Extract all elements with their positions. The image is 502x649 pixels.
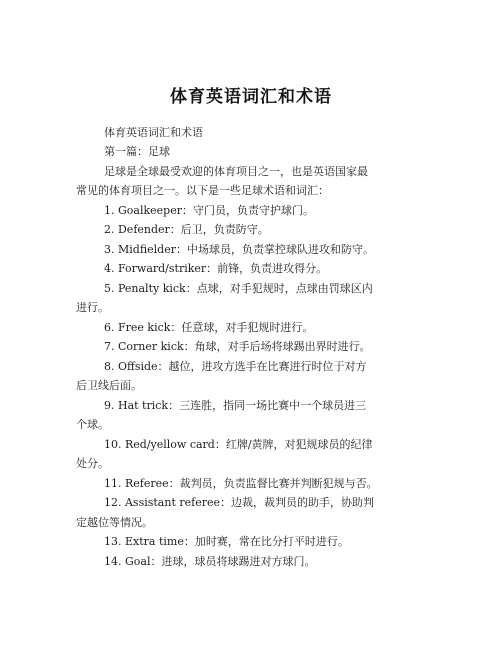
list-item: 8. Offside：越位，进攻方选手在比赛进行时位于对方 <box>104 360 367 373</box>
subtitle-line: 体育英语词汇和术语 <box>104 126 203 139</box>
list-item: 7. Corner kick：角球，对手后场将球踢出界时进行。 <box>104 340 371 353</box>
list-item: 6. Free kick：任意球，对手犯规时进行。 <box>104 321 314 334</box>
list-item: 10. Red/yellow card：红牌/黄牌，对犯规球员的纪律 <box>104 438 373 451</box>
list-item: 11. Referee：裁判员，负责监督比赛并判断犯规与否。 <box>104 477 378 490</box>
document-title: 体育英语词汇和术语 <box>170 87 332 107</box>
list-item-continuation: 定越位等情况。 <box>76 516 153 529</box>
list-item-continuation: 后卫线后面。 <box>76 379 142 392</box>
list-item: 1. Goalkeeper：守门员，负责守护球门。 <box>104 204 314 217</box>
intro-line-1: 足球是全球最受欢迎的体育项目之一，也是英语国家最 <box>104 165 368 178</box>
list-item-continuation: 处分。 <box>76 457 109 470</box>
list-item-continuation: 个球。 <box>76 418 109 431</box>
list-item: 9. Hat trick：三连胜，指同一场比赛中一个球员进三 <box>104 399 367 412</box>
list-item: 3. Midfielder：中场球员，负责掌控球队进攻和防守。 <box>104 243 374 256</box>
list-item-continuation: 进行。 <box>76 301 109 314</box>
intro-line-2: 常见的体育项目之一。以下是一些足球术语和词汇： <box>76 184 329 197</box>
list-item: 4. Forward/striker：前锋，负责进攻得分。 <box>104 262 328 275</box>
list-item: 13. Extra time：加时赛，常在比分打平时进行。 <box>104 535 349 548</box>
list-item: 5. Penalty kick：点球，对手犯规时，点球由罚球区内 <box>104 282 373 295</box>
list-item: 2. Defender：后卫，负责防守。 <box>104 223 269 236</box>
list-item: 14. Goal：进球，球员将球踢进对方球门。 <box>104 555 316 568</box>
list-item: 12. Assistant referee：边裁，裁判员的助手，协助判 <box>104 496 374 509</box>
section-heading: 第一篇：足球 <box>104 145 170 158</box>
